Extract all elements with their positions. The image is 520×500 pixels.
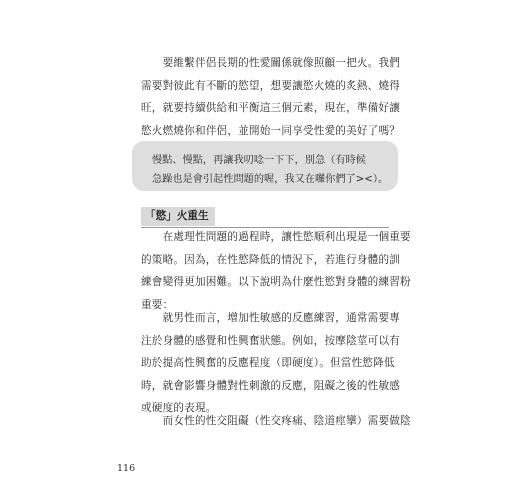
text-line: 要維繫伴侶長期的性愛關係就像照顧一把火。我們: [141, 57, 401, 69]
callout-line: 急躁也是會引起性問題的喔，我又在囉你們了><）。: [152, 174, 389, 185]
section-heading: [141, 207, 389, 228]
text-line: 練會變得更加困難。以下說明為什麼性慾對身體的練習粉: [141, 276, 411, 289]
body-paragraph: [141, 307, 401, 420]
body-paragraph: [141, 410, 411, 433]
text-line: 注於身體的感覺和性興奮狀態。例如，按摩陰莖可以有: [141, 334, 401, 347]
text-line: 旺，就要持續供給和平衡這三個元素，現在，準備好讓: [141, 102, 401, 115]
text-line: 或硬度的表現。: [141, 402, 217, 415]
text-line: 時，就會影響身體對性刺激的反應，阻礙之後的性敏感: [141, 379, 401, 392]
page-number: 116: [117, 463, 136, 474]
text-line: 重要：: [141, 298, 174, 311]
text-line: 在處理性問題的過程時，讓性慾順利出現是一個重要: [141, 231, 411, 243]
text-line: 慾火燃燒你和伴侶，並開始一同享受性愛的美好了嗎？: [141, 124, 401, 137]
section-heading-label: 「慾」火重生: [141, 207, 215, 226]
text-line: 的策略。因為，在性慾降低的情況下，若進行身體的訓: [141, 253, 401, 266]
body-paragraph: [141, 226, 411, 316]
intro-paragraph: [141, 52, 401, 142]
text-line: 助於提高性興奮的反應程度（即硬度）。但當性慾降低: [141, 357, 395, 370]
callout-box: [132, 141, 398, 191]
callout-line: 慢點、慢點，再讓我叨唸一下下，別急（有時候: [152, 155, 366, 166]
text-line: 就男性而言，增加性敏感的反應練習，通常需要專: [141, 312, 401, 324]
text-line: 需要對彼此有不斷的慾望，想要讓慾火燒的炙熱、燒得: [141, 79, 401, 92]
text-line: 而女性的性交阻礙（性交疼痛、陰道痙攣）需要做陰: [141, 415, 411, 427]
